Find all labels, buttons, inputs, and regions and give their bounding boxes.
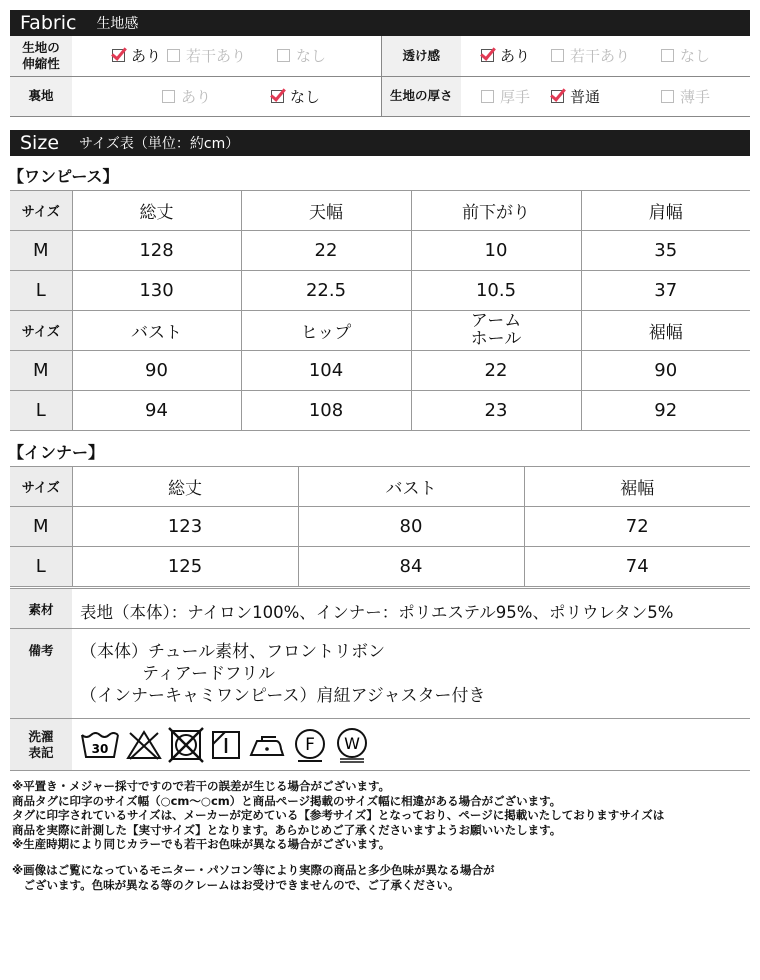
size-cell: M	[10, 507, 72, 547]
column-header: 総丈	[72, 191, 241, 231]
option-label: あり	[181, 87, 212, 106]
value-cell: 72	[524, 507, 750, 547]
column-header: 総丈	[72, 467, 298, 507]
option-label: 厚手	[500, 87, 531, 106]
value-cell: 130	[72, 271, 241, 311]
table-row	[10, 507, 750, 547]
value-cell: 74	[524, 547, 750, 587]
lining-label: 裏地	[10, 76, 72, 116]
wet-clean-w-icon	[334, 727, 370, 763]
option-label: 薄手	[680, 87, 711, 106]
remarks-line: （本体）チュール素材、フロントリボン	[80, 642, 386, 662]
size-header-jp: サイズ表（単位：約cm）	[79, 136, 240, 152]
fabric-table	[10, 36, 750, 117]
value-cell: 90	[581, 351, 750, 391]
wash-30-icon	[80, 727, 120, 763]
table-row	[10, 391, 750, 431]
value-cell: 108	[241, 391, 411, 431]
value-cell: 10.5	[411, 271, 581, 311]
value-cell: 90	[72, 351, 241, 391]
value-cell: 22	[241, 231, 411, 271]
size-column-label: サイズ	[10, 311, 72, 351]
checkbox-empty-icon	[661, 90, 674, 103]
wet-clean-letter: W	[344, 733, 360, 753]
size-header-en: Size	[20, 132, 60, 154]
care-icons	[72, 727, 750, 763]
material-row	[10, 589, 750, 629]
checkbox-empty-icon	[167, 49, 180, 62]
stretch-label: 生地の 伸縮性	[10, 36, 72, 76]
note-line: ※平置き・メジャー採寸ですので若干の誤差が生じる場合がございます。	[12, 779, 391, 793]
sheer-option-yes	[461, 36, 545, 76]
line-dry-shade-icon	[210, 727, 242, 763]
option-label: 若干あり	[570, 47, 631, 66]
onepiece-title: 【ワンピース】	[8, 167, 119, 186]
no-bleach-icon	[126, 727, 162, 763]
iron-low-icon	[248, 727, 286, 763]
sheer-option-slight	[545, 36, 655, 76]
wash-temperature: 30	[91, 741, 109, 756]
dry-clean-f-icon	[292, 727, 328, 763]
fabric-header-en: Fabric	[20, 12, 77, 34]
column-header: バスト	[298, 467, 524, 507]
size-column-label: サイズ	[10, 191, 72, 231]
value-cell: 22.5	[241, 271, 411, 311]
checkbox-empty-icon	[162, 90, 175, 103]
care-row	[10, 719, 750, 771]
option-label: あり	[500, 47, 531, 66]
value-cell: 35	[581, 231, 750, 271]
thickness-option-normal	[545, 76, 655, 116]
note-line: ※画像はご覧になっているモニター・パソコン等により実際の商品と多少色味が異なる場合が	[12, 863, 495, 877]
table-row	[10, 351, 750, 391]
value-cell: 84	[298, 547, 524, 587]
size-cell: M	[10, 231, 72, 271]
note-line: ※生産時期により同じカラーでも若干お色味が異なる場合がございます。	[12, 837, 391, 851]
size-cell: L	[10, 391, 72, 431]
product-info-table	[10, 588, 750, 771]
care-icons-cell	[72, 719, 750, 771]
value-cell: 92	[581, 391, 750, 431]
thickness-option-thick	[461, 76, 545, 116]
size-cell: L	[10, 271, 72, 311]
checkbox-empty-icon	[277, 49, 290, 62]
note-line: 商品タグに印字のサイズ幅（○cm〜○cm）と商品ページ掲載のサイズ幅に相違がある場合がございます。	[12, 793, 562, 808]
value-cell: 80	[298, 507, 524, 547]
checkbox-checked-icon	[271, 90, 284, 103]
remarks-line: （インナーキャミワンピース）肩紐アジャスター付き	[80, 686, 486, 706]
checkbox-checked-icon	[481, 49, 494, 62]
sheer-label: 透け感	[381, 36, 461, 76]
remarks-value	[72, 629, 750, 719]
onepiece-header-row-2	[10, 311, 750, 351]
checkbox-empty-icon	[551, 49, 564, 62]
option-label: あり	[131, 47, 162, 66]
value-cell: 22	[411, 351, 581, 391]
fabric-header-jp: 生地感	[96, 16, 139, 32]
value-cell: 10	[411, 231, 581, 271]
value-cell: 128	[72, 231, 241, 271]
fabric-header	[10, 10, 750, 36]
lining-option-yes	[72, 76, 271, 116]
stretch-option-slight	[161, 36, 271, 76]
thickness-option-thin	[655, 76, 750, 116]
remarks-label: 備考	[10, 629, 72, 719]
size-cell: M	[10, 351, 72, 391]
size-header	[10, 130, 750, 156]
note-line: タグに印字されているサイズは、メーカーが定めている【参考サイズ】となっており、ページに掲載いたしておりますサイズは	[12, 808, 665, 822]
sheer-option-no	[655, 36, 750, 76]
option-label: なし	[296, 47, 327, 66]
lining-option-no	[271, 76, 381, 116]
note-line: 商品を実際に計測した【実寸サイズ】となります。あらかじめご了承くださいますようお願いいたします。	[12, 822, 562, 837]
onepiece-size-table	[10, 190, 750, 431]
column-header: 天幅	[241, 191, 411, 231]
option-label: なし	[290, 87, 321, 106]
column-header: 前下がり	[411, 191, 581, 231]
value-cell: 37	[581, 271, 750, 311]
onepiece-header-row-1	[10, 191, 750, 231]
checkbox-empty-icon	[661, 49, 674, 62]
column-header: アーム ホール	[411, 311, 581, 351]
stretch-option-no	[271, 36, 381, 76]
material-label: 素材	[10, 589, 72, 629]
stretch-option-yes	[72, 36, 161, 76]
option-label: 若干あり	[186, 47, 247, 66]
inner-size-table	[10, 466, 750, 587]
table-row	[10, 271, 750, 311]
option-label: なし	[680, 47, 711, 66]
checkbox-empty-icon	[481, 90, 494, 103]
value-cell: 23	[411, 391, 581, 431]
size-column-label: サイズ	[10, 467, 72, 507]
material-value: 表地（本体）：ナイロン100%、インナー：ポリエステル95%、ポリウレタン5%	[72, 589, 750, 629]
remarks-row	[10, 629, 750, 719]
size-cell: L	[10, 547, 72, 587]
fabric-row-1	[10, 36, 750, 76]
checkbox-checked-icon	[112, 49, 125, 62]
thickness-label: 生地の厚さ	[381, 76, 461, 116]
no-tumble-dry-icon	[168, 727, 204, 763]
notes-block-1	[12, 779, 664, 852]
care-label: 洗濯 表記	[10, 719, 72, 771]
fabric-row-2	[10, 76, 750, 116]
table-row	[10, 547, 750, 587]
column-header: 裾幅	[524, 467, 750, 507]
note-line: ございます。色味が異なる等のクレームはお受けできませんので、ご了承ください。	[12, 877, 460, 892]
remarks-line: ティアードフリル	[142, 664, 275, 684]
option-label: 普通	[570, 87, 601, 106]
notes-block-2	[12, 863, 494, 892]
value-cell: 94	[72, 391, 241, 431]
inner-title: 【インナー】	[8, 443, 105, 462]
dry-clean-letter: F	[305, 734, 315, 755]
checkbox-checked-icon	[551, 90, 564, 103]
column-header: 肩幅	[581, 191, 750, 231]
column-header: バスト	[72, 311, 241, 351]
column-header: ヒップ	[241, 311, 411, 351]
value-cell: 125	[72, 547, 298, 587]
value-cell: 123	[72, 507, 298, 547]
inner-header-row	[10, 467, 750, 507]
column-header: 裾幅	[581, 311, 750, 351]
value-cell: 104	[241, 351, 411, 391]
table-row	[10, 231, 750, 271]
